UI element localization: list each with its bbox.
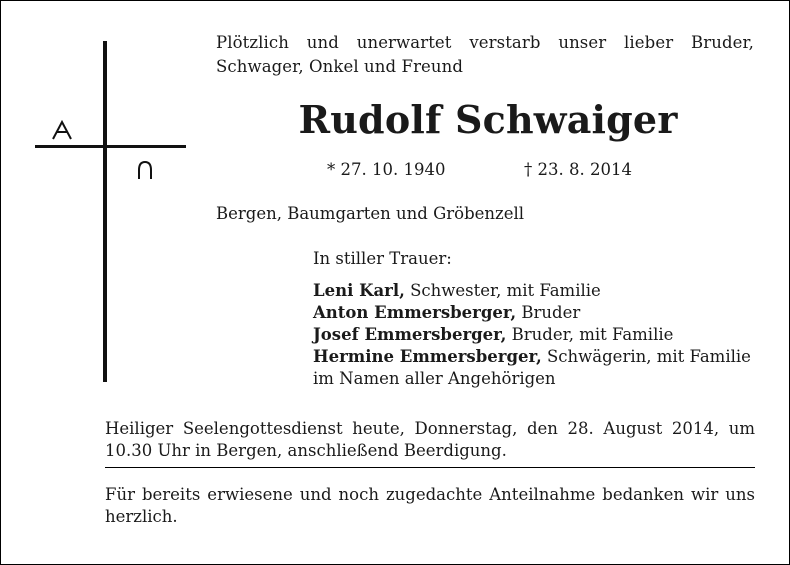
mourners-footer: im Namen aller Angehörigen: [313, 369, 556, 388]
mourner-relation: Schwägerin, mit Familie: [541, 347, 751, 366]
mourner-row: [313, 280, 751, 302]
place-text: Bergen, Baumgarten und Gröbenzell: [216, 204, 525, 223]
birth-date: * 27. 10. 1940: [327, 160, 446, 179]
intro-text: Plötzlich und unerwartet verstarb unser lieber Bruder, Schwager, Onkel und Freund: [216, 33, 754, 76]
omega-icon: [136, 160, 154, 180]
mourner-row: [313, 346, 751, 368]
service-text: Heiliger Seelengottesdienst heute, Donnerstag, den 28. August 2014, um 10.30 Uhr in Bergen, anschließend Beerdigung.: [105, 419, 755, 460]
mourning-title: In stiller Trauer:: [313, 249, 452, 268]
mourner-name: Hermine Emmersberger,: [313, 347, 542, 366]
cross-vertical-beam: [103, 41, 107, 382]
death-date: † 23. 8. 2014: [524, 160, 632, 179]
mourner-relation: Bruder, mit Familie: [506, 325, 674, 344]
mourner-name: Leni Karl,: [313, 281, 405, 300]
deceased-name: Rudolf Schwaiger: [298, 97, 678, 142]
mourner-name: Anton Emmersberger,: [313, 303, 517, 322]
alpha-icon: [50, 120, 74, 140]
thanks-text: Für bereits erwiesene und noch zugedachte Anteilnahme bedanken wir uns herzlich.: [105, 485, 755, 526]
mourner-relation: Bruder: [516, 303, 581, 322]
cross-horizontal-beam: [35, 145, 186, 148]
mourner-row: [313, 302, 751, 324]
mourner-relation: Schwester, mit Familie: [404, 281, 601, 300]
mourner-row: [313, 324, 751, 346]
divider: [105, 467, 755, 468]
mourner-name: Josef Emmersberger,: [313, 325, 507, 344]
mourners-list: [313, 280, 751, 390]
